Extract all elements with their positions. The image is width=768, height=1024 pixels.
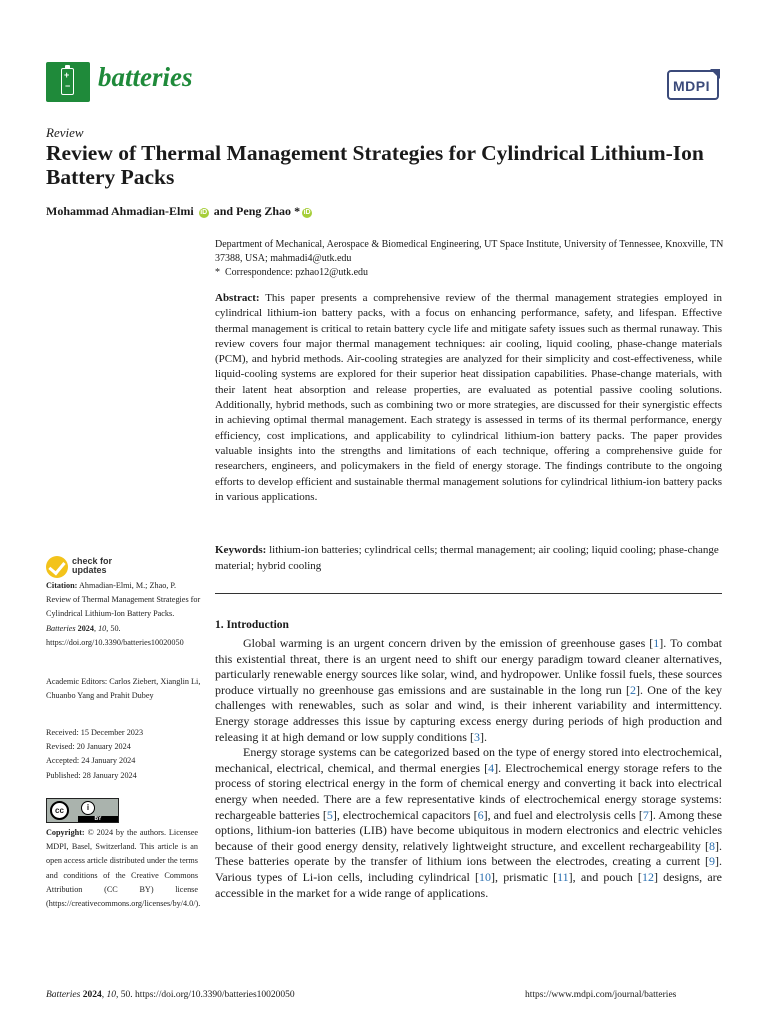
correspondence: [215, 266, 725, 280]
introduction-body: [215, 636, 722, 901]
publisher-name: MDPI: [673, 78, 710, 94]
citation-link[interactable]: 10: [479, 869, 492, 884]
correspondence-mark: *: [215, 267, 220, 278]
check-updates-label: [72, 557, 112, 575]
text: ], and fuel and electrolysis cells [: [483, 807, 643, 822]
abstract: [215, 291, 722, 505]
dates-block: [46, 726, 202, 783]
check-line-2: updates: [72, 565, 107, 575]
text: Energy storage systems can be categorized based on the type of energy stored into electrochemical, mechanical, electrical, chemical, and thermal energies [: [215, 745, 722, 775]
text: Global warming is an urgent concern driven by the emission of greenhouse gases [: [243, 636, 654, 650]
citation-link[interactable]: 1: [653, 636, 660, 650]
text: ]. These batteries operate by the transfer of lithium ions between the electrodes, creating a current [: [215, 838, 722, 869]
logo-corner: [710, 69, 720, 79]
article-type: Review: [46, 125, 84, 140]
text: ]. Electrochemical energy storage refers to the process of storing electrical energy in the form of chemical energy and converting it back into electrical energy when needed. There are a few representative kinds of electrochemical energy storage systems: rechargeable batteries [: [215, 760, 723, 822]
affiliation-block: [215, 238, 725, 280]
text: ]. Among these options, lithium-ion batteries (LIB) have become ubiquitous in modern electronics and electric vehicles because of their good energy density, relatively lightweight structure, and excellent rechargeability [: [215, 807, 722, 853]
citation-link[interactable]: 8: [709, 838, 715, 853]
citation-volume: 10: [98, 623, 107, 633]
orcid-icon[interactable]: iD: [303, 209, 311, 216]
revised-date: Revised: 20 January 2024: [46, 742, 131, 752]
author-separator: and: [210, 204, 237, 218]
battery-icon: + −: [61, 68, 74, 95]
footer-url[interactable]: https://www.mdpi.com/journal/batteries: [525, 990, 677, 1000]
cc-icon: cc: [50, 801, 69, 820]
author-list: [46, 204, 314, 219]
citation-link[interactable]: 5: [326, 807, 333, 822]
author-name: Peng Zhao: [236, 204, 292, 218]
text: ], and pouch [: [568, 869, 642, 884]
text: ]. Various types of Li-ion cells, including cylindrical [: [215, 854, 722, 884]
divider: [215, 593, 722, 594]
journal-logo: [46, 62, 90, 102]
citation-label: Citation:: [46, 581, 78, 590]
citation-link[interactable]: 6: [477, 807, 484, 822]
text: ].: [479, 729, 487, 744]
published-date: Published: 28 January 2024: [46, 770, 137, 780]
text: ], prismatic [: [491, 869, 558, 884]
cc-license-badge[interactable]: [46, 798, 119, 823]
text: ]. To combat this existential threat, there is an urgent need to shift our energy paradigm toward cleaner alternatives, particularly renewable energy sources like solar, wind, and hydropower. Unlike fossil fuels, these sources produce virtually no greenhouse gas emissions and are sustainable in the long run [: [215, 636, 722, 697]
citation-year: 2024: [77, 623, 94, 633]
section-heading: 1. Introduction: [215, 619, 289, 631]
publisher-logo: [667, 70, 719, 100]
text: ]. One of the key challenges with renewables, such as solar and wind, is their inherent variability and intermittency. Energy storage addresses this issue by capturing excess energy during periods of high production and releasing it at high demand or low supply conditions [: [215, 682, 722, 744]
citation-link[interactable]: 3: [473, 729, 480, 744]
copyright-label: Copyright:: [46, 828, 85, 837]
author-name: Mohammad Ahmadian-Elmi: [46, 204, 194, 218]
paragraph: [215, 745, 722, 901]
copyright-text: © 2024 by the authors. Licensee MDPI, Basel, Switzerland. This article is an open access article distributed under the terms and conditions of the Creative Commons Attribution (CC BY) license (https://creativecommons.org/licenses/by/4.0/).: [46, 828, 201, 909]
accepted-date: Accepted: 24 January 2024: [46, 756, 136, 766]
citation-link[interactable]: 4: [488, 760, 495, 775]
abstract-text: This paper presents a comprehensive review of the thermal management strategies employed in cylindrical lithium-ion battery packs, with a focus on enhancing performance, safety, and lifespan. Effective thermal management is critical to retain battery cycle life and mitigate safety issues such as thermal runaway. This review covers four major thermal management techniques: air cooling, liquid cooling, phase-change materials (PCM), and hybrid methods. Air-cooling strategies are analyzed for their simplicity and cost-effectiveness, while liquid-cooling systems are explored for their superior heat dissipation capabilities. Phase-change materials, with their latent heat absorption and release properties, are evaluated as potential passive cooling solutions. Additionally, hybrid methods, such as combining two or more strategies, are discussed for their synergistic effects in achieving optimal thermal management. Each strategy is assessed in terms of its thermal performance, energy efficiency, cost implications, and applicability to cylindrical lithium-ion battery packs. The paper provides valuable insights into the strengths and limitations of each technique, offering a comprehensive guide for researchers, engineers, and policymakers in the field of energy storage. The findings contribute to the ongoing efforts to develop efficient and sustainable thermal management solutions for cylindrical lithium-ion battery packs in various applications.: [215, 292, 722, 503]
abstract-label: Abstract:: [215, 292, 260, 304]
footer-citation: Batteries 2024, 10, 50. https://doi.org/10.3390/batteries10020050: [46, 990, 295, 1000]
citation-doi[interactable]: , 50. https://doi.org/10.3390/batteries10020050: [46, 623, 184, 647]
received-date: Received: 15 December 2023: [46, 728, 144, 737]
copyright-block: [46, 826, 201, 911]
correspondence-text: Correspondence: pzhao12@utk.edu: [225, 267, 369, 278]
citation-link[interactable]: 2: [630, 682, 637, 697]
paragraph: [215, 636, 722, 745]
citation-link[interactable]: 7: [642, 807, 649, 822]
footer-volume: 10: [106, 990, 116, 1000]
keywords-text: lithium-ion batteries; cylindrical cells; thermal management; air cooling; liquid cooling; phase-change material; hybrid cooling: [215, 544, 719, 572]
footer-year: 2024: [82, 990, 102, 1000]
citation-block: Citation: Ahmadian-Elmi, M.; Zhao, P. Review of Thermal Management Strategies for Cylindrical Lithium-Ion Battery Packs. Batteries 2024, 10, 50. https://doi.org/10.3390/batteries10020050: [46, 581, 201, 647]
attribution-icon: i: [81, 801, 95, 815]
orcid-icon[interactable]: iD: [200, 209, 208, 216]
citation-journal: Batteries: [46, 623, 76, 633]
text: ] designs, are accessible in the market for a wide range of applications.: [215, 869, 722, 900]
citation-link[interactable]: 11: [557, 869, 569, 884]
check-icon: [46, 556, 68, 578]
cc-by-label: BY: [78, 816, 118, 822]
citation-link[interactable]: 9: [709, 854, 715, 869]
article-title: Review of Thermal Management Strategies for Cylindrical Lithium-Ion Battery Packs: [46, 141, 704, 189]
keywords-label: Keywords:: [215, 544, 267, 556]
footer-doi[interactable]: , 50. https://doi.org/10.3390/batteries10020050: [115, 990, 295, 1000]
check-for-updates-button[interactable]: [46, 556, 136, 580]
academic-editors: Academic Editors: Carlos Ziebert, Xianglin Li, Chuanbo Yang and Prahit Dubey: [46, 677, 201, 701]
affiliation: Department of Mechanical, Aerospace & Biomedical Engineering, UT Space Institute, University of Tennessee, Knoxville, TN 37388, USA; mahmadi4@utk.edu: [215, 239, 724, 264]
keywords: [215, 543, 722, 574]
footer-journal: Batteries: [46, 990, 81, 1000]
check-line-1: check for: [72, 556, 113, 566]
citation-link[interactable]: 12: [641, 869, 654, 884]
citation-text: Ahmadian-Elmi, M.; Zhao, P. Review of Thermal Management Strategies for Cylindrical Lithium-Ion Battery Packs.: [46, 581, 201, 619]
corresponding-mark: *: [294, 204, 301, 218]
journal-name: batteries: [98, 62, 193, 92]
text: ], electrochemical capacitors [: [332, 807, 478, 822]
